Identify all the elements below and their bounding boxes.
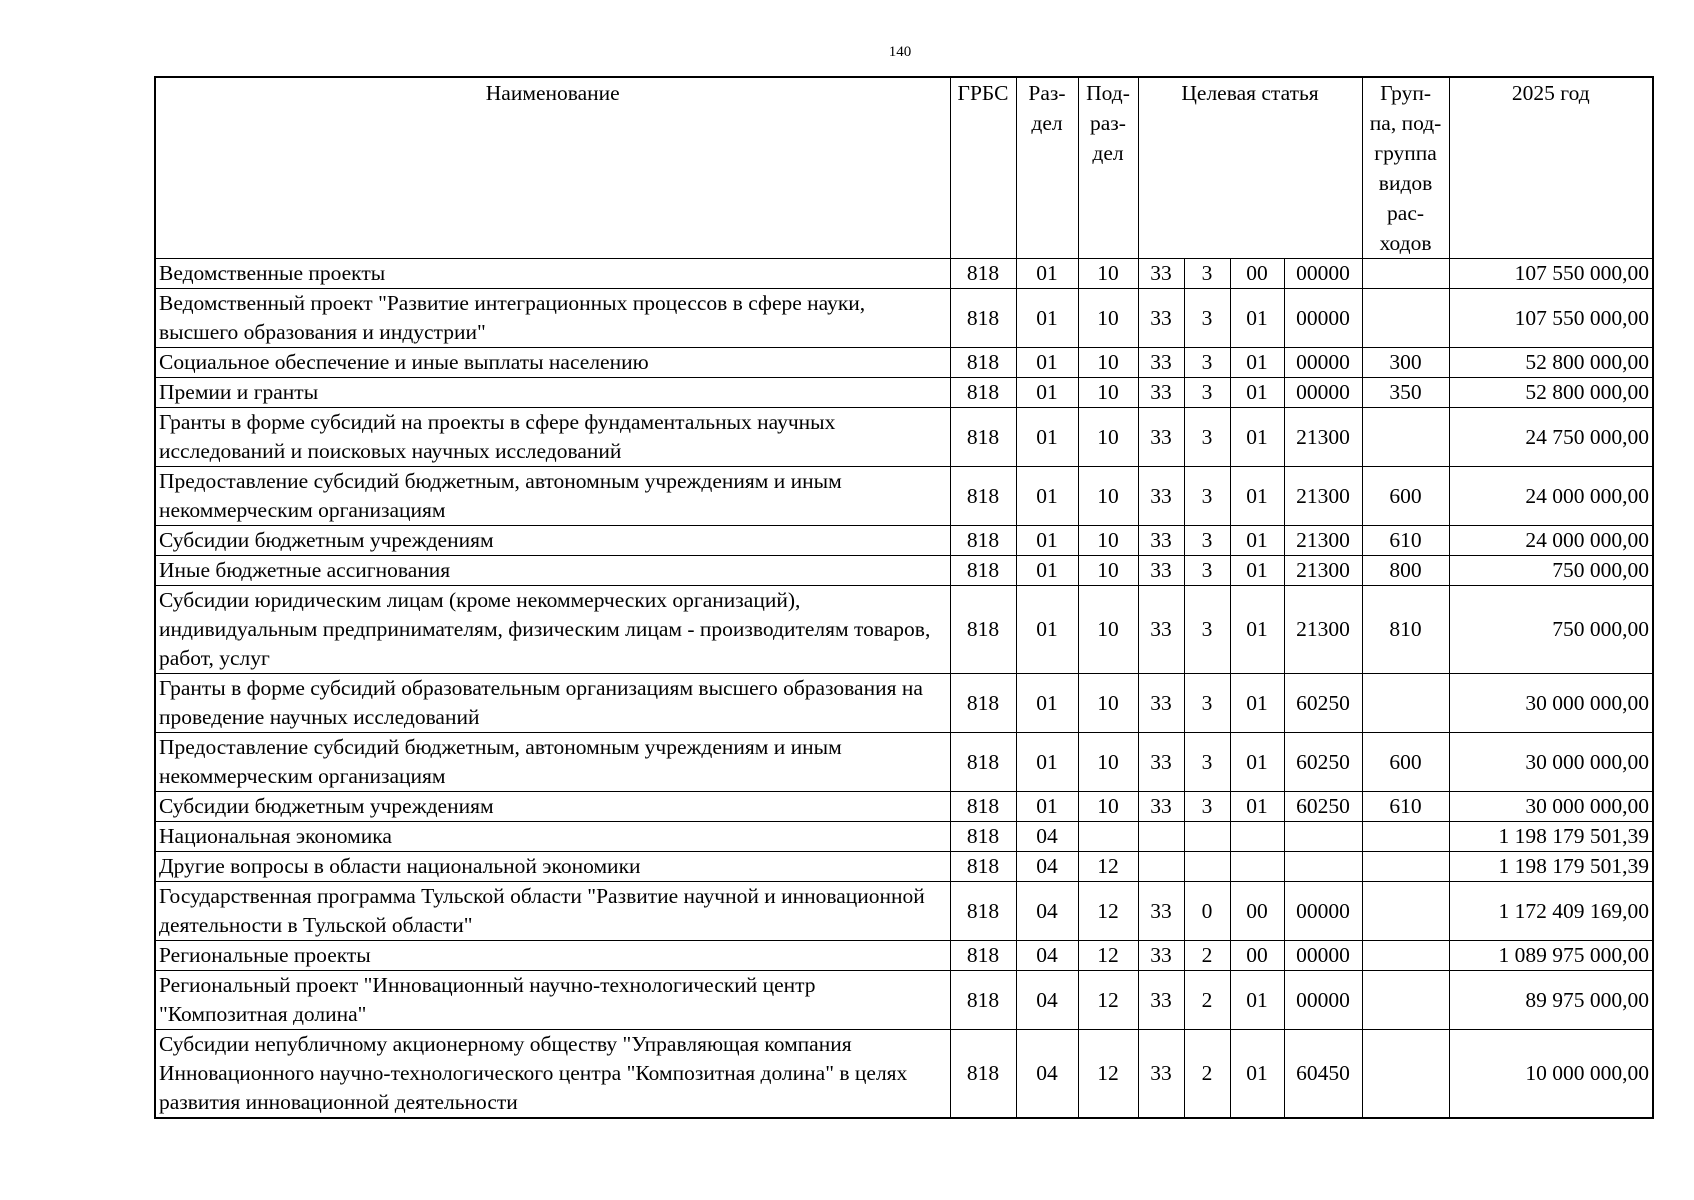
row-podrazdel: 10 [1078, 526, 1138, 556]
row-target-program: 33 [1138, 586, 1184, 674]
row-target-direction: 21300 [1284, 526, 1362, 556]
row-grbs: 818 [950, 822, 1016, 852]
row-podrazdel: 10 [1078, 467, 1138, 526]
row-amount: 24 000 000,00 [1449, 467, 1653, 526]
row-podrazdel: 10 [1078, 259, 1138, 289]
row-target-subprogram: 01 [1230, 289, 1284, 348]
row-amount: 10 000 000,00 [1449, 1030, 1653, 1119]
table-row [155, 882, 1653, 941]
table-row [155, 792, 1653, 822]
row-razdel: 04 [1016, 822, 1078, 852]
row-grbs: 818 [950, 971, 1016, 1030]
row-name: Другие вопросы в области национальной экономики [155, 852, 950, 882]
row-podrazdel [1078, 822, 1138, 852]
row-target-subprogram: 01 [1230, 733, 1284, 792]
row-expense-group: 600 [1362, 467, 1449, 526]
row-target-subprogram: 01 [1230, 408, 1284, 467]
row-amount: 1 089 975 000,00 [1449, 941, 1653, 971]
row-target-type: 3 [1184, 408, 1230, 467]
header-name: Наименование [155, 77, 950, 259]
row-grbs: 818 [950, 674, 1016, 733]
row-expense-group: 800 [1362, 556, 1449, 586]
row-expense-group: 300 [1362, 348, 1449, 378]
table-body [155, 259, 1653, 1119]
table-row [155, 1030, 1653, 1119]
row-expense-group [1362, 408, 1449, 467]
row-podrazdel: 10 [1078, 348, 1138, 378]
table-row [155, 674, 1653, 733]
table-row [155, 289, 1653, 348]
row-target-direction: 60250 [1284, 792, 1362, 822]
row-expense-group: 810 [1362, 586, 1449, 674]
row-target-subprogram: 00 [1230, 259, 1284, 289]
row-expense-group [1362, 259, 1449, 289]
row-target-program: 33 [1138, 408, 1184, 467]
row-expense-group [1362, 852, 1449, 882]
row-target-direction: 00000 [1284, 348, 1362, 378]
row-grbs: 818 [950, 289, 1016, 348]
row-target-program: 33 [1138, 259, 1184, 289]
row-podrazdel: 10 [1078, 674, 1138, 733]
row-amount: 750 000,00 [1449, 556, 1653, 586]
row-razdel: 01 [1016, 733, 1078, 792]
row-target-type: 0 [1184, 882, 1230, 941]
row-grbs: 818 [950, 792, 1016, 822]
row-target-program: 33 [1138, 526, 1184, 556]
row-razdel: 01 [1016, 259, 1078, 289]
row-name: Гранты в форме субсидий образовательным организациям высшего образования на проведение научных исследований [155, 674, 950, 733]
row-target-type: 2 [1184, 941, 1230, 971]
row-target-program: 33 [1138, 378, 1184, 408]
header-grbs: ГРБС [950, 77, 1016, 259]
row-target-direction: 00000 [1284, 259, 1362, 289]
row-target-direction [1284, 852, 1362, 882]
row-target-direction: 60250 [1284, 733, 1362, 792]
row-podrazdel: 10 [1078, 289, 1138, 348]
row-target-subprogram: 00 [1230, 941, 1284, 971]
row-amount: 30 000 000,00 [1449, 792, 1653, 822]
row-target-subprogram: 00 [1230, 882, 1284, 941]
row-target-subprogram: 01 [1230, 378, 1284, 408]
row-name: Государственная программа Тульской области "Развитие научной и инновационной деятельности в Тульской области" [155, 882, 950, 941]
row-podrazdel: 12 [1078, 852, 1138, 882]
row-amount: 107 550 000,00 [1449, 259, 1653, 289]
row-grbs: 818 [950, 941, 1016, 971]
row-podrazdel: 12 [1078, 1030, 1138, 1119]
row-grbs: 818 [950, 733, 1016, 792]
row-razdel: 01 [1016, 792, 1078, 822]
row-expense-group [1362, 1030, 1449, 1119]
row-target-type: 3 [1184, 259, 1230, 289]
page-number: 140 [888, 44, 912, 60]
row-name: Субсидии бюджетным учреждениям [155, 792, 950, 822]
row-target-type: 3 [1184, 792, 1230, 822]
row-target-program: 33 [1138, 941, 1184, 971]
row-target-type: 3 [1184, 289, 1230, 348]
row-target-program: 33 [1138, 882, 1184, 941]
table-row [155, 526, 1653, 556]
table-row [155, 467, 1653, 526]
row-expense-group [1362, 674, 1449, 733]
row-grbs: 818 [950, 408, 1016, 467]
row-amount: 1 172 409 169,00 [1449, 882, 1653, 941]
row-name: Региональные проекты [155, 941, 950, 971]
row-razdel: 04 [1016, 941, 1078, 971]
row-target-type: 3 [1184, 348, 1230, 378]
row-podrazdel: 10 [1078, 792, 1138, 822]
row-razdel: 01 [1016, 289, 1078, 348]
row-target-direction: 21300 [1284, 467, 1362, 526]
row-name: Предоставление субсидий бюджетным, автономным учреждениям и иным некоммерческим организациям [155, 733, 950, 792]
row-target-type [1184, 822, 1230, 852]
header-razdel: Раз- дел [1016, 77, 1078, 259]
row-name: Региональный проект "Инновационный научно-технологический центр "Композитная долина" [155, 971, 950, 1030]
row-amount: 1 198 179 501,39 [1449, 852, 1653, 882]
row-target-subprogram [1230, 822, 1284, 852]
header-podrazdel: Под- раз- дел [1078, 77, 1138, 259]
row-razdel: 04 [1016, 882, 1078, 941]
table-row [155, 586, 1653, 674]
row-target-program: 33 [1138, 289, 1184, 348]
row-name: Субсидии юридическим лицам (кроме некоммерческих организаций), индивидуальным предпринимателям, физическим лицам - производителям товаров, работ, услуг [155, 586, 950, 674]
row-grbs: 818 [950, 586, 1016, 674]
row-target-subprogram [1230, 852, 1284, 882]
row-name: Гранты в форме субсидий на проекты в сфере фундаментальных научных исследований и поисковых научных исследований [155, 408, 950, 467]
row-amount: 107 550 000,00 [1449, 289, 1653, 348]
row-amount: 89 975 000,00 [1449, 971, 1653, 1030]
table-row [155, 733, 1653, 792]
row-target-subprogram: 01 [1230, 1030, 1284, 1119]
row-podrazdel: 12 [1078, 882, 1138, 941]
row-razdel: 01 [1016, 408, 1078, 467]
row-podrazdel: 12 [1078, 971, 1138, 1030]
row-razdel: 01 [1016, 467, 1078, 526]
row-name: Предоставление субсидий бюджетным, автономным учреждениям и иным некоммерческим организациям [155, 467, 950, 526]
row-target-program [1138, 822, 1184, 852]
row-podrazdel: 10 [1078, 556, 1138, 586]
row-name: Иные бюджетные ассигнования [155, 556, 950, 586]
row-grbs: 818 [950, 1030, 1016, 1119]
row-target-subprogram: 01 [1230, 586, 1284, 674]
row-target-type: 3 [1184, 733, 1230, 792]
row-razdel: 01 [1016, 586, 1078, 674]
table-row [155, 259, 1653, 289]
row-expense-group [1362, 822, 1449, 852]
table-row [155, 822, 1653, 852]
row-name: Субсидии бюджетным учреждениям [155, 526, 950, 556]
budget-table [154, 76, 1654, 1119]
row-target-subprogram: 01 [1230, 467, 1284, 526]
row-expense-group: 350 [1362, 378, 1449, 408]
row-podrazdel: 10 [1078, 378, 1138, 408]
row-razdel: 01 [1016, 556, 1078, 586]
row-target-direction: 00000 [1284, 941, 1362, 971]
row-target-type: 2 [1184, 1030, 1230, 1119]
row-expense-group: 610 [1362, 792, 1449, 822]
row-target-subprogram: 01 [1230, 526, 1284, 556]
row-target-program: 33 [1138, 556, 1184, 586]
header-expense-group: Груп- па, под- группа видов рас- ходов [1362, 77, 1449, 259]
row-amount: 52 800 000,00 [1449, 348, 1653, 378]
row-target-direction: 21300 [1284, 556, 1362, 586]
row-target-direction: 21300 [1284, 586, 1362, 674]
row-target-type: 3 [1184, 378, 1230, 408]
row-grbs: 818 [950, 378, 1016, 408]
row-target-subprogram: 01 [1230, 792, 1284, 822]
row-target-type: 3 [1184, 674, 1230, 733]
row-grbs: 818 [950, 348, 1016, 378]
row-razdel: 01 [1016, 526, 1078, 556]
row-expense-group [1362, 882, 1449, 941]
row-name: Премии и гранты [155, 378, 950, 408]
header-year-2025: 2025 год [1449, 77, 1653, 259]
table-row [155, 556, 1653, 586]
row-target-subprogram: 01 [1230, 348, 1284, 378]
row-amount: 24 750 000,00 [1449, 408, 1653, 467]
row-podrazdel: 10 [1078, 586, 1138, 674]
row-podrazdel: 10 [1078, 733, 1138, 792]
row-razdel: 04 [1016, 971, 1078, 1030]
table-row [155, 971, 1653, 1030]
row-grbs: 818 [950, 259, 1016, 289]
row-expense-group [1362, 289, 1449, 348]
row-podrazdel: 12 [1078, 941, 1138, 971]
row-target-program: 33 [1138, 971, 1184, 1030]
row-target-direction: 21300 [1284, 408, 1362, 467]
row-target-direction: 00000 [1284, 378, 1362, 408]
row-amount: 30 000 000,00 [1449, 674, 1653, 733]
row-expense-group [1362, 971, 1449, 1030]
row-target-subprogram: 01 [1230, 556, 1284, 586]
row-target-direction: 60450 [1284, 1030, 1362, 1119]
row-razdel: 01 [1016, 348, 1078, 378]
table-row [155, 852, 1653, 882]
row-razdel: 04 [1016, 1030, 1078, 1119]
table-row [155, 378, 1653, 408]
row-target-type: 3 [1184, 526, 1230, 556]
row-target-program: 33 [1138, 733, 1184, 792]
row-razdel: 01 [1016, 378, 1078, 408]
row-grbs: 818 [950, 882, 1016, 941]
row-grbs: 818 [950, 556, 1016, 586]
row-target-program [1138, 852, 1184, 882]
row-target-type: 3 [1184, 586, 1230, 674]
table-row [155, 941, 1653, 971]
row-expense-group [1362, 941, 1449, 971]
row-amount: 1 198 179 501,39 [1449, 822, 1653, 852]
table-row [155, 348, 1653, 378]
row-name: Социальное обеспечение и иные выплаты населению [155, 348, 950, 378]
row-podrazdel: 10 [1078, 408, 1138, 467]
row-target-direction: 60250 [1284, 674, 1362, 733]
row-expense-group: 600 [1362, 733, 1449, 792]
row-target-direction: 00000 [1284, 289, 1362, 348]
row-name: Ведомственный проект "Развитие интеграционных процессов в сфере науки, высшего образования и индустрии" [155, 289, 950, 348]
row-target-subprogram: 01 [1230, 674, 1284, 733]
row-grbs: 818 [950, 467, 1016, 526]
row-target-program: 33 [1138, 348, 1184, 378]
row-grbs: 818 [950, 526, 1016, 556]
row-target-direction [1284, 822, 1362, 852]
row-target-type [1184, 852, 1230, 882]
row-target-program: 33 [1138, 1030, 1184, 1119]
row-amount: 24 000 000,00 [1449, 526, 1653, 556]
row-target-subprogram: 01 [1230, 971, 1284, 1030]
row-razdel: 04 [1016, 852, 1078, 882]
row-target-program: 33 [1138, 467, 1184, 526]
row-expense-group: 610 [1362, 526, 1449, 556]
row-amount: 52 800 000,00 [1449, 378, 1653, 408]
row-target-type: 2 [1184, 971, 1230, 1030]
row-target-type: 3 [1184, 556, 1230, 586]
row-amount: 30 000 000,00 [1449, 733, 1653, 792]
table-row [155, 408, 1653, 467]
row-name: Субсидии непубличному акционерному обществу "Управляющая компания Инновационного научно-технологического центра "Композитная долина" в целях развития инновационной деятельности [155, 1030, 950, 1119]
row-target-direction: 00000 [1284, 882, 1362, 941]
row-target-program: 33 [1138, 792, 1184, 822]
row-target-direction: 00000 [1284, 971, 1362, 1030]
row-target-program: 33 [1138, 674, 1184, 733]
row-target-type: 3 [1184, 467, 1230, 526]
row-name: Ведомственные проекты [155, 259, 950, 289]
row-amount: 750 000,00 [1449, 586, 1653, 674]
header-target-article: Целевая статья [1138, 77, 1362, 259]
row-razdel: 01 [1016, 674, 1078, 733]
table-header-row [155, 77, 1653, 259]
row-grbs: 818 [950, 852, 1016, 882]
row-name: Национальная экономика [155, 822, 950, 852]
